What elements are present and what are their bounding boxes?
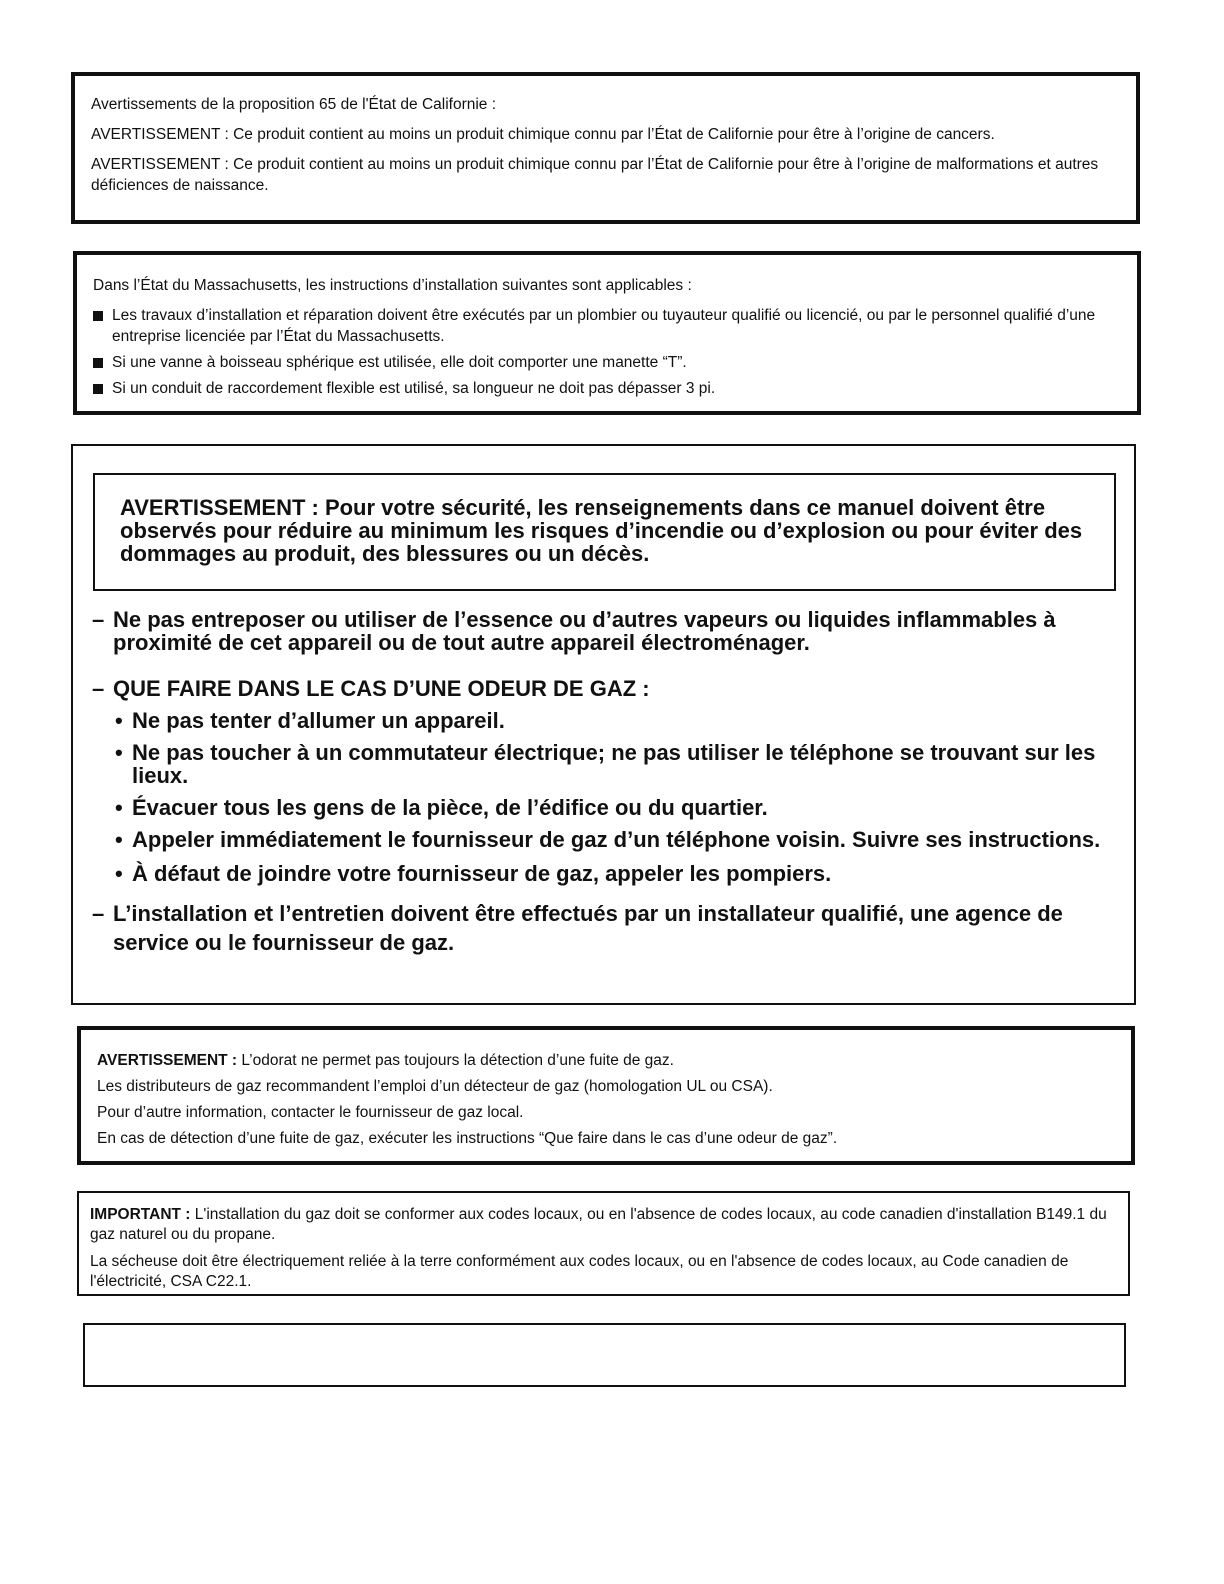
list-item-text: Si une vanne à boisseau sphérique est utilisée, elle doit comporter une manette “T”. — [112, 354, 687, 371]
gas-step — [115, 796, 1112, 819]
bullet-dot-icon: • — [115, 795, 123, 820]
gas-step-text: Évacuer tous les gens de la pièce, de l’édifice ou du quartier. — [132, 795, 768, 820]
safety-warning-box — [71, 444, 1136, 1005]
instruction-item — [92, 677, 1112, 700]
bullet-dot-icon: • — [115, 740, 123, 765]
california-warning-birth: AVERTISSEMENT : Ce produit contient au moins un produit chimique connu par l’État de Californie pour être à l’origine de malformations et autres déficiences de naissance. — [91, 156, 1099, 194]
square-bullet-icon — [93, 358, 103, 368]
list-item — [93, 378, 1119, 399]
list-item-text: Si un conduit de raccordement flexible est utilisé, sa longueur ne doit pas dépasser 3 pi. — [112, 380, 716, 397]
gas-step — [115, 709, 1112, 732]
list-item-text: Les travaux d’installation et réparation doivent être exécutés par un plombier ou tuyauteur qualifié ou licencié, ou par le personnel qualifié d’une entreprise licenciée par l’État du Massachusetts. — [112, 307, 1096, 345]
empty-box — [83, 1323, 1126, 1387]
safety-headline: AVERTISSEMENT : Pour votre sécurité, les renseignements dans ce manuel doivent être observés pour réduire au minimum les risques d’incendie ou d’explosion ou pour éviter des dommages au produit, des blessures ou un décès. — [120, 495, 1083, 566]
california-warning-cancer: AVERTISSEMENT : Ce produit contient au moins un produit chimique connu par l’État de Californie pour être à l’origine de cancers. — [91, 126, 995, 143]
instruction-text: L’installation et l’entretien doivent être effectués par un installateur qualifié, une agence de service ou le fournisseur de gaz. — [113, 901, 1063, 955]
instruction-item — [92, 902, 1112, 957]
square-bullet-icon — [93, 384, 103, 394]
important-line: La sécheuse doit être électriquement reliée à la terre conformément aux codes locaux, ou en l'absence de codes locaux, au Code canadien de l'électricité, CSA C22.1. — [90, 1253, 1069, 1290]
gas-detection-line — [97, 1048, 1115, 1074]
gas-detection-line: Les distributeurs de gaz recommandent l’emploi d’un détecteur de gaz (homologation UL ou CSA). — [97, 1078, 773, 1095]
gas-step-text: Ne pas toucher à un commutateur électrique; ne pas utiliser le téléphone se trouvant sur les lieux. — [132, 740, 1096, 788]
gas-detection-line: Pour d’autre information, contacter le fournisseur de gaz local. — [97, 1104, 524, 1121]
dash-marker: – — [92, 901, 105, 926]
square-bullet-icon — [93, 311, 103, 321]
gas-step-text: Ne pas tenter d’allumer un appareil. — [132, 708, 505, 733]
gas-detection-text: L’odorat ne permet pas toujours la détection d’une fuite de gaz. — [241, 1052, 674, 1069]
bullet-dot-icon: • — [115, 827, 123, 852]
massachusetts-intro: Dans l’État du Massachusetts, les instructions d’installation suivantes sont applicables : — [93, 277, 692, 294]
gas-detection-box — [77, 1026, 1135, 1165]
important-line — [90, 1205, 1116, 1245]
important-label: IMPORTANT : — [90, 1206, 191, 1223]
important-text: L'installation du gaz doit se conformer aux codes locaux, ou en l'absence de codes locaux, au code canadien d'installation B149.1 du gaz naturel ou du propane. — [90, 1206, 1107, 1243]
gas-odor-heading: QUE FAIRE DANS LE CAS D’UNE ODEUR DE GAZ : — [113, 676, 650, 701]
instruction-text: Ne pas entreposer ou utiliser de l’essence ou d’autres vapeurs ou liquides inflammables à proximité de cet appareil ou de tout autre appareil électroménager. — [113, 607, 1056, 655]
massachusetts-box — [73, 251, 1141, 415]
list-item — [93, 352, 1119, 373]
dash-marker: – — [92, 676, 105, 701]
important-box — [77, 1191, 1130, 1296]
gas-detection-line: En cas de détection d’une fuite de gaz, exécuter les instructions “Que faire dans le cas d’une odeur de gaz”. — [97, 1130, 838, 1147]
gas-step-text: À défaut de joindre votre fournisseur de gaz, appeler les pompiers. — [132, 861, 832, 886]
warning-label: AVERTISSEMENT : — [97, 1052, 238, 1069]
gas-step — [115, 828, 1112, 851]
gas-step — [115, 741, 1112, 787]
instruction-item — [92, 608, 1112, 654]
bullet-dot-icon: • — [115, 861, 123, 886]
california-title: Avertissements de la proposition 65 de l'État de Californie : — [91, 96, 497, 113]
safety-instructions — [92, 608, 1112, 957]
gas-step — [115, 862, 1112, 885]
dash-marker: – — [92, 607, 105, 632]
california-prop65-box — [71, 72, 1140, 224]
gas-step-text: Appeler immédiatement le fournisseur de gaz d’un téléphone voisin. Suivre ses instructions. — [132, 827, 1101, 852]
list-item — [93, 305, 1119, 347]
bullet-dot-icon: • — [115, 708, 123, 733]
safety-headline-box — [93, 473, 1116, 591]
